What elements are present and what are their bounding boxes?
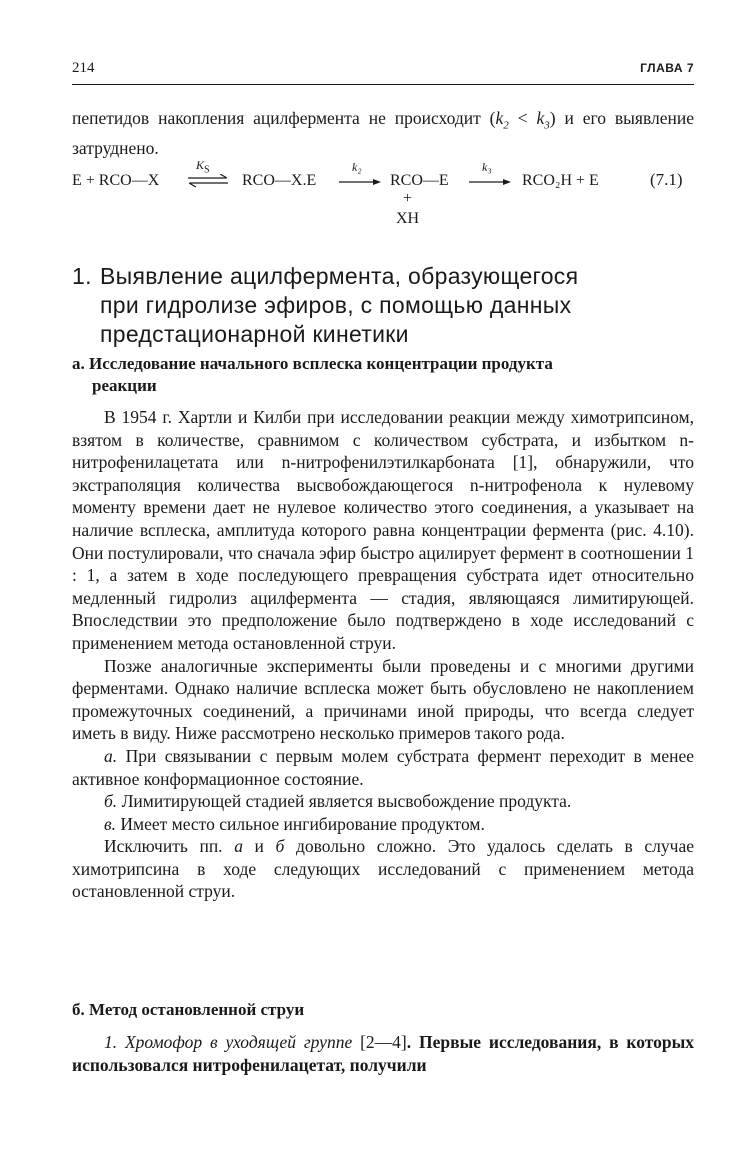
- chapter-label: ГЛАВА 7: [640, 61, 694, 75]
- section-title-line-1: Выявление ацилфермента, образующегося: [100, 263, 579, 289]
- paragraph-3: а. При связывании с первым молем субстрата фермент переходит в менее активное конформационное состояние.: [72, 745, 694, 789]
- eq-complex: RCO—X.E: [242, 172, 317, 189]
- eq-products: RCO₂H + E: [522, 172, 599, 189]
- paragraph-1: В 1954 г. Хартли и Килби при исследовании реакции между химотрипсином, взятом в количестве, сравнимом с количеством субстрата, и избытком n-нитрофенилацетата или n-нитрофенилэтилкарбоната [1], обнаружили, что экстраполяция количества высвобождающегося n-нитрофенола к нулевому моменту времени дает не нулевое количество этого соединения, а указывает на наличие всплеска, амплитуда которого равна концентрации фермента (рис. 4.10). Они постулировали, что сначала эфир быстро ацилирует фермент в соотношении 1 : 1, а затем в ходе последующего превращения субстрата идет относительно медленный гидролиз ацилфермента — стадия, являющаяся лимитирующей. Впоследствии это предположение было подтверждено в ходе исследований с применением метода остановленной струи.: [72, 407, 694, 653]
- eq-reactants: E + RCO—X: [72, 172, 160, 189]
- rate-constant-k2: $k_2$: [495, 108, 509, 132]
- paragraph-4: б. Лимитирующей стадией является высвобождение продукта.: [104, 791, 572, 812]
- last-para-refs: [2—4]: [352, 1032, 407, 1052]
- paragraph-6: Исключить пп. а и б довольно сложно. Это удалось сделать в случае химотрипсина в ходе следующих исследований с применением метода остановленной струи.: [72, 836, 694, 902]
- list-label-c: в.: [104, 813, 116, 834]
- rate-constant-k3: $k_3$: [536, 108, 550, 132]
- subsection-a-label: а.: [72, 354, 85, 373]
- last-para-italic-lead: 1. Хромофор в уходящей группе: [104, 1032, 353, 1052]
- section-heading: [72, 262, 694, 349]
- intro-text-end: ) и его выявление затруднено.: [72, 108, 694, 159]
- page-number: 214: [72, 60, 95, 76]
- equation-number: (7.1): [650, 170, 683, 189]
- eq-acyl-enzyme: RCO—E: [390, 172, 449, 189]
- equilibrium-arrow-icon: [186, 174, 230, 188]
- subsection-b-title: Метод остановленной струи: [89, 1000, 305, 1019]
- last-para-rest: . Первые исследования, в которых использовался нитрофенилацетат, получили: [72, 1032, 695, 1075]
- eq-k3-label: k₃: [482, 160, 492, 174]
- intro-text-start: пепетидов накопления ацилфермента не происходит (: [72, 108, 496, 128]
- forward-arrow-icon: [337, 177, 383, 187]
- equation-7-1: [72, 158, 694, 258]
- paragraph-5: в. Имеет место сильное ингибирование продуктом.: [104, 813, 485, 834]
- section-title-line-3: предстационарной кинетики: [100, 321, 409, 347]
- subsection-heading-a: [72, 353, 694, 397]
- eq-k2-label: k₂: [352, 160, 362, 174]
- section-number: 1.: [72, 263, 92, 289]
- list-label-b: б.: [104, 791, 118, 812]
- subsection-a-title-line-1: Исследование начального всплеска концентрации продукта: [89, 354, 553, 373]
- subsection-b-label: б.: [72, 1000, 85, 1019]
- subsection-heading-b: [72, 1000, 694, 1020]
- subsection-a-title-line-2: реакции: [92, 376, 157, 395]
- paragraph-2: Позже аналогичные эксперименты были проведены и с многими другими ферментами. Однако наличие всплеска может быть обусловлено не накоплением промежуточных соединений, а причинами иной природы, что всегда следует иметь в виду. Ниже рассмотрено несколько примеров такого рода.: [72, 655, 694, 744]
- header-rule: [72, 84, 694, 85]
- running-head: [72, 60, 694, 77]
- eq-leaving-group: XH: [396, 210, 420, 227]
- section-title-line-2: при гидролизе эфиров, с помощью данных: [100, 292, 572, 318]
- eq-ks-label: $K_S$: [196, 158, 210, 176]
- list-label-a: а.: [104, 745, 118, 766]
- last-paragraph: [72, 1031, 694, 1076]
- less-than-sign: <: [508, 108, 537, 128]
- eq-plus-sign: +: [403, 190, 413, 207]
- forward-arrow-icon: [467, 177, 513, 187]
- intro-paragraph: [72, 107, 694, 160]
- main-body: [72, 406, 694, 903]
